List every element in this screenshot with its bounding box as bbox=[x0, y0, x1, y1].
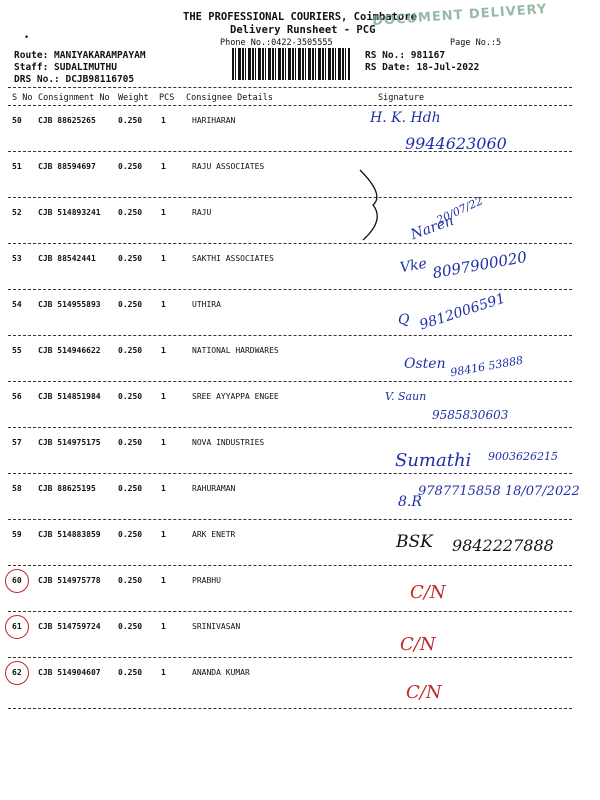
row-divider bbox=[8, 708, 572, 709]
signature-name: Sumathi bbox=[395, 450, 472, 471]
row-sno: 51 bbox=[12, 162, 22, 171]
row-weight: 0.250 bbox=[118, 392, 143, 401]
row-consignment: CJB 514946622 bbox=[38, 346, 101, 355]
row-consignment: CJB 514883859 bbox=[38, 530, 101, 539]
row-sno: 54 bbox=[12, 300, 22, 309]
row-pcs: 1 bbox=[161, 208, 166, 217]
row-weight: 0.250 bbox=[118, 300, 143, 309]
row-divider bbox=[8, 611, 572, 612]
company-title: THE PROFESSIONAL COURIERS, Coimbatore bbox=[183, 11, 417, 23]
rs-number: RS No.: 981167 bbox=[365, 50, 446, 61]
row-pcs: 1 bbox=[161, 484, 166, 493]
row-consignee: RAJU ASSOCIATES bbox=[192, 162, 265, 171]
signature-phone: 9787715858 18/07/2022 bbox=[418, 484, 580, 499]
signature-phone: 9812006591 bbox=[417, 290, 508, 334]
row-sno: 50 bbox=[12, 116, 22, 125]
row-consignee: ARK ENETR bbox=[192, 530, 236, 539]
barcode-icon bbox=[232, 48, 350, 80]
row-weight: 0.250 bbox=[118, 438, 143, 447]
route-label: Route: MANIYAKARAMPAYAM bbox=[14, 50, 146, 61]
row-weight: 0.250 bbox=[118, 208, 143, 217]
row-consignment: CJB 514851984 bbox=[38, 392, 101, 401]
row-consignee: RAHURAMAN bbox=[192, 484, 236, 493]
header-divider-bottom bbox=[8, 105, 572, 106]
row-sno: 53 bbox=[12, 254, 22, 263]
row-sno: 55 bbox=[12, 346, 22, 355]
col-header-signature: Signature bbox=[378, 93, 425, 103]
row-consignment: CJB 514975778 bbox=[38, 576, 101, 585]
row-weight: 0.250 bbox=[118, 484, 143, 493]
row-sno: 52 bbox=[12, 208, 22, 217]
row-consignment: CJB 88625195 bbox=[38, 484, 96, 493]
row-sno: 62 bbox=[12, 668, 22, 677]
signature-name: Vke bbox=[398, 255, 429, 277]
row-divider bbox=[8, 381, 572, 382]
signature-name: BSK bbox=[396, 532, 433, 552]
row-consignee: HARIHARAN bbox=[192, 116, 236, 125]
row-divider bbox=[8, 657, 572, 658]
row-consignment: CJB 88594697 bbox=[38, 162, 96, 171]
signature-name: 8.R bbox=[398, 494, 422, 510]
row-weight: 0.250 bbox=[118, 162, 143, 171]
row-pcs: 1 bbox=[161, 622, 166, 631]
row-sno: 59 bbox=[12, 530, 22, 539]
staff-label: Staff: SUDALIMUTHU bbox=[14, 62, 117, 73]
signature-phone: 9585830603 bbox=[432, 408, 509, 422]
signature-name: V. Saun bbox=[385, 390, 427, 403]
row-consignment: CJB 88625265 bbox=[38, 116, 96, 125]
row-consignee: NOVA INDUSTRIES bbox=[192, 438, 265, 447]
row-divider bbox=[8, 427, 572, 428]
row-weight: 0.250 bbox=[118, 116, 143, 125]
row-divider bbox=[8, 243, 572, 244]
row-divider bbox=[8, 565, 572, 566]
signature-name: H. K. Hdh bbox=[370, 110, 441, 126]
row-weight: 0.250 bbox=[118, 668, 143, 677]
signature-name: Naren bbox=[408, 212, 456, 244]
row-pcs: 1 bbox=[161, 530, 166, 539]
signature-phone: 9842227888 bbox=[452, 536, 554, 555]
row-sno: 58 bbox=[12, 484, 22, 493]
phone-number: Phone No.:0422-3505555 bbox=[220, 38, 333, 48]
col-header-weight: Weight bbox=[118, 93, 149, 103]
row-divider bbox=[8, 335, 572, 336]
signature-name: Q bbox=[398, 312, 410, 328]
row-weight: 0.250 bbox=[118, 576, 143, 585]
row-divider bbox=[8, 197, 572, 198]
row-consignee: SAKTHI ASSOCIATES bbox=[192, 254, 274, 263]
signature-date: 20/07/22 bbox=[434, 194, 485, 227]
row-consignee: SRINIVASAN bbox=[192, 622, 241, 631]
signature-phone: 8097900020 bbox=[431, 247, 529, 283]
row-consignee: NATIONAL HARDWARES bbox=[192, 346, 279, 355]
row-weight: 0.250 bbox=[118, 622, 143, 631]
row-weight: 0.250 bbox=[118, 346, 143, 355]
rs-date: RS Date: 18-Jul-2022 bbox=[365, 62, 480, 73]
row-pcs: 1 bbox=[161, 668, 166, 677]
signature-name: C/N bbox=[406, 682, 442, 703]
row-consignment: CJB 514893241 bbox=[38, 208, 101, 217]
col-header-consignee: Consignee Details bbox=[186, 93, 273, 103]
row-consignee: PRABHU bbox=[192, 576, 221, 585]
row-consignee: SREE AYYAPPA ENGEE bbox=[192, 392, 279, 401]
row-consignment: CJB 514904607 bbox=[38, 668, 101, 677]
row-pcs: 1 bbox=[161, 116, 166, 125]
row-pcs: 1 bbox=[161, 438, 166, 447]
col-header-pcs: PCS bbox=[159, 93, 175, 103]
delivery-stamp: DOCUMENT DELIVERY bbox=[371, 1, 548, 30]
signature-name: C/N bbox=[400, 634, 436, 655]
signature-phone: 9003626215 bbox=[488, 450, 558, 463]
row-consignment: CJB 514975175 bbox=[38, 438, 101, 447]
row-consignment: CJB 514955893 bbox=[38, 300, 101, 309]
col-header-consignment: Consignment No bbox=[38, 93, 110, 103]
signature-phone: 98416 53888 bbox=[449, 353, 525, 380]
row-pcs: 1 bbox=[161, 392, 166, 401]
row-consignee: RAJU bbox=[192, 208, 212, 217]
row-pcs: 1 bbox=[161, 576, 166, 585]
row-consignee: UTHIRA bbox=[192, 300, 221, 309]
row-sno: 61 bbox=[12, 622, 22, 631]
row-pcs: 1 bbox=[161, 162, 166, 171]
col-header-sno: S No bbox=[12, 93, 33, 103]
row-sno: 56 bbox=[12, 392, 22, 401]
row-consignee: ANANDA KUMAR bbox=[192, 668, 250, 677]
row-weight: 0.250 bbox=[118, 530, 143, 539]
signature-name: C/N bbox=[410, 582, 446, 603]
row-divider bbox=[8, 289, 572, 290]
row-weight: 0.250 bbox=[118, 254, 143, 263]
row-sno: 60 bbox=[12, 576, 22, 585]
row-pcs: 1 bbox=[161, 300, 166, 309]
table-row bbox=[0, 664, 600, 710]
row-consignment: CJB 88542441 bbox=[38, 254, 96, 263]
page-number: Page No.:5 bbox=[450, 38, 502, 48]
header-divider-top bbox=[8, 87, 572, 88]
row-divider bbox=[8, 519, 572, 520]
signature-phone: 9944623060 bbox=[405, 134, 507, 153]
signature-name: Osten bbox=[404, 356, 446, 372]
row-consignment: CJB 514759724 bbox=[38, 622, 101, 631]
row-divider bbox=[8, 151, 572, 152]
row-pcs: 1 bbox=[161, 254, 166, 263]
top-mark: • bbox=[24, 33, 30, 43]
row-sno: 57 bbox=[12, 438, 22, 447]
runsheet-subtitle: Delivery Runsheet - PCG bbox=[230, 24, 376, 36]
drs-number: DRS No.: DCJB98116705 bbox=[14, 74, 135, 85]
row-divider bbox=[8, 473, 572, 474]
row-pcs: 1 bbox=[161, 346, 166, 355]
